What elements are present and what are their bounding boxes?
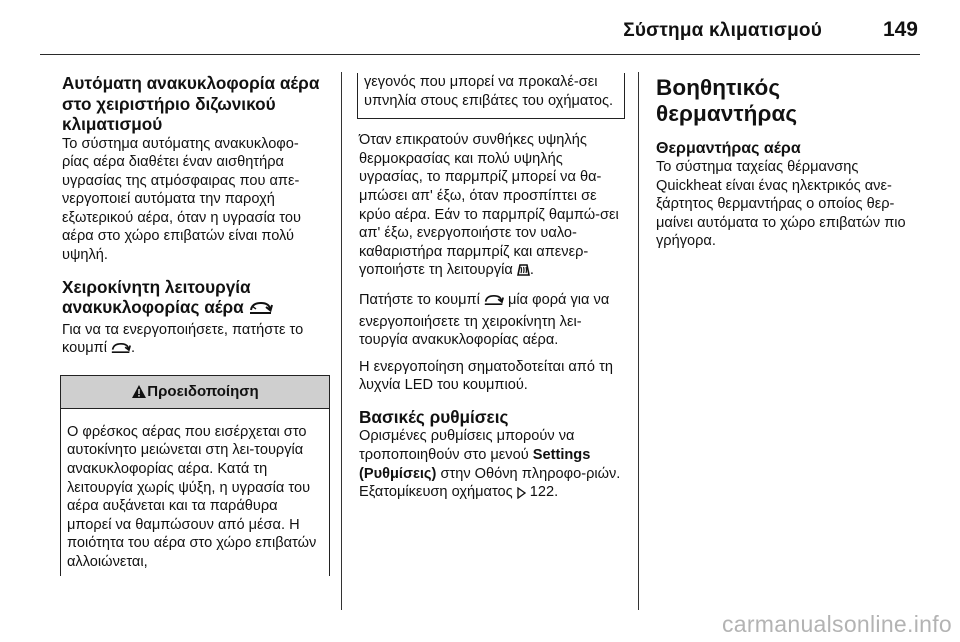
warning-box — [60, 375, 330, 576]
paragraph: Ορισμένες ρυθμίσεις μπορούν να τροποποιηθούν στο μενού Settings (Ρυθμίσεις) στην Οθόνη πληροφο‐ριών. Εξατομίκευση οχήματος 122. — [359, 427, 624, 504]
recirculation-icon — [249, 300, 273, 321]
page-title: Σύστημα κλιματισμού — [623, 20, 822, 41]
recirculation-icon — [111, 341, 131, 361]
subsection-heading-air-heater: Θερμαντήρας αέρα — [656, 140, 801, 157]
watermark: carmanualsonline.info — [721, 611, 952, 637]
paragraph: Πατήστε το κουμπί μία φορά για να ενεργοποιήσετε τη χειροκίνητη λει‐τουργία ανακυκλοφορίας αέρα. — [359, 291, 610, 349]
section-heading-manual-recirculation: Χειροκίνητη λειτουργία ανακυκλοφορίας αέρα — [62, 277, 324, 321]
column-divider — [341, 72, 342, 610]
column-left — [62, 73, 324, 576]
section-heading-auto-recirculation: Αυτόματη ανακυκλοφορία αέρα στο χειριστήριο διζωνικού κλιματισμού — [62, 73, 320, 134]
warning-continuation: γεγονός που μπορεί να προκαλέ‐σει υπνηλία στους επιβάτες του οχήματος. — [364, 74, 614, 109]
section-heading-basic-settings: Βασικές ρυθμίσεις — [359, 406, 509, 427]
section-heading-auxiliary-heater: Βοηθητικός θερμαντήρας — [656, 75, 798, 126]
column-right — [656, 73, 924, 251]
paragraph: Το σύστημα ταχείας θέρμανσης Quickheat είναι ένας ηλεκτρικός ανε‐ξάρτητος θερμαντήρας ο οποίος θερ‐μαίνει αυτόματα το χώρο επιβατών πιο γρήγορα. — [656, 159, 906, 250]
paragraph: Όταν επικρατούν συνθήκες υψηλής θερμοκρασίας και πολύ υψηλής υγρασίας, το παρμπρίζ μπορεί να θα‐μπώσει απ' έξω, όταν προσπίπτει σε κρύο αέρα. Εάν το παρμπρίζ θαμπώ‐σει απ' έξω, ενεργοποιήστε τον υαλο‐καθαριστήρα παρμπρίζ και απενερ‐γοποιήστε τη λειτουργία . — [359, 131, 624, 283]
page-reference[interactable]: 122. — [529, 484, 559, 501]
warning-box-continued — [357, 73, 625, 119]
warning-triangle-icon — [131, 379, 147, 411]
page-reference-arrow-icon[interactable] — [517, 486, 526, 505]
page-header — [40, 14, 920, 55]
paragraph: Η ενεργοποίηση σηματοδοτείται από τη λυχνία LED του κουμπιού. — [359, 358, 613, 394]
windshield-defog-icon — [517, 263, 530, 283]
paragraph: Το σύστημα αυτόματης ανακυκλοφο‐ρίας αέρα διαθέτει έναν αισθητήρα υγρασίας της ατμόσφαιρας που απε‐νεργοποιεί αυτόματα την παροχή εξωτερικού αέρα, όταν η υγρασία του αέρα στο χώρο επιβατών είναι πολύ υψηλή. — [62, 135, 301, 264]
warning-header — [61, 375, 329, 409]
column-divider — [638, 72, 639, 610]
paragraph: Για να τα ενεργοποιήσετε, πατήστε το κουμπί . — [62, 321, 324, 361]
warning-body: Ο φρέσκος αέρας που εισέρχεται στο αυτοκίνητο μειώνεται στη λει‐τουργία ανακυκλοφορίας αέρα. Κατά τη λειτουργία χωρίς ψύξη, η υγρασία του αέρα αυξάνεται και τα παράθυρα μπορεί να θαμπώσουν από μέσα. Η ποιότητα του αέρα στο χώρο επιβατών αλλοιώνεται, — [67, 423, 317, 570]
menu-settings-label: Settings (Ρυθμίσεις) — [359, 447, 591, 482]
recirculation-icon — [484, 293, 504, 313]
page-number: 149 — [882, 18, 918, 41]
warning-title: Προειδοποίηση — [147, 382, 259, 400]
column-middle — [359, 73, 624, 505]
